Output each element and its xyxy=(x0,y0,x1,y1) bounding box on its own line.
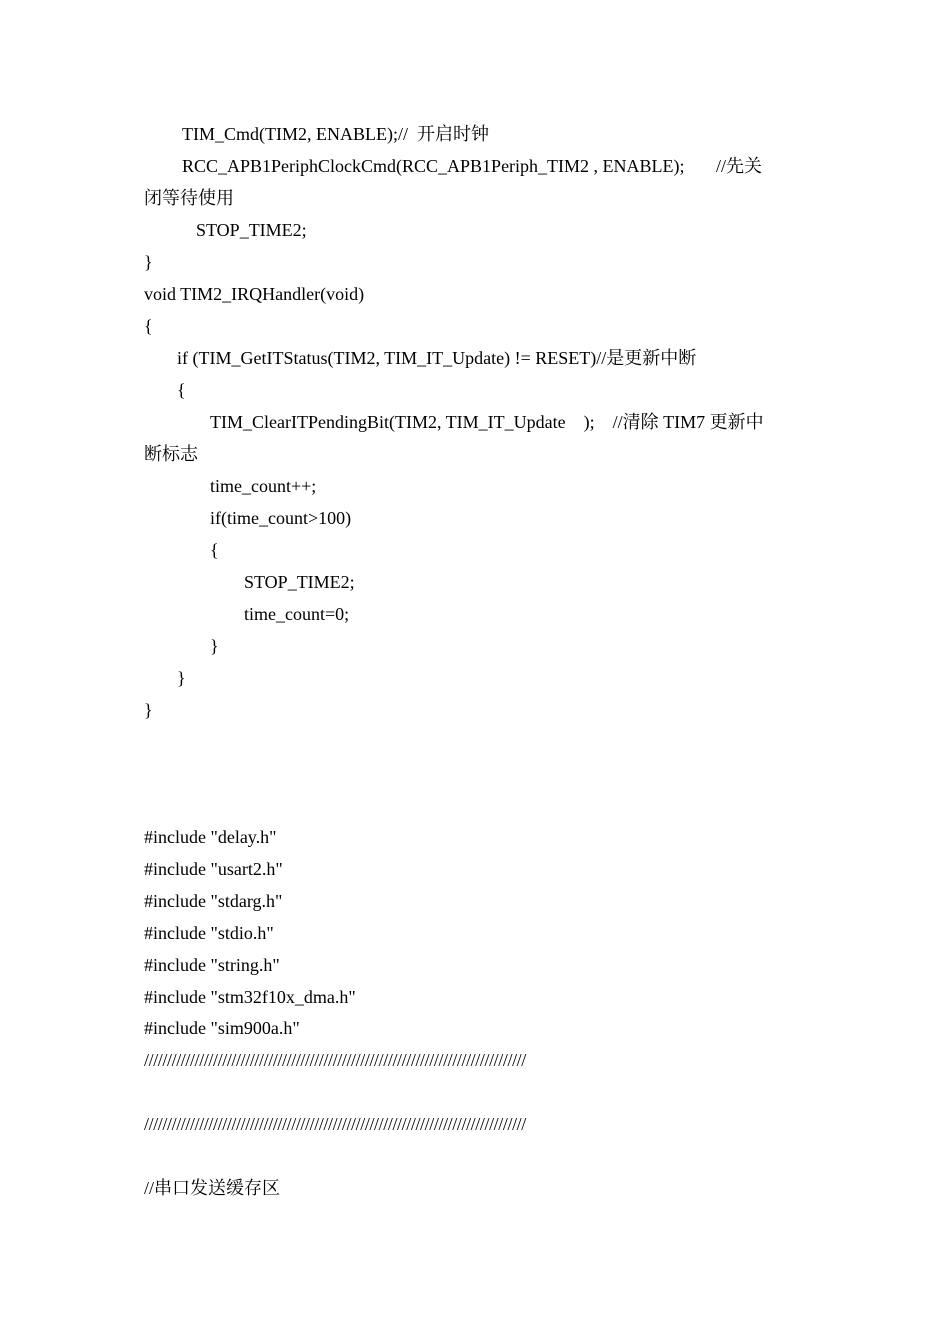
include-line: #include "sim900a.h" xyxy=(144,1018,300,1038)
include-line: #include "delay.h" xyxy=(144,827,277,847)
code-line: } xyxy=(210,636,219,656)
code-line: time_count++; xyxy=(210,476,317,496)
code-line: STOP_TIME2; xyxy=(196,220,307,240)
code-line: TIM_Cmd(TIM2, ENABLE);// 开启时钟 xyxy=(182,124,489,144)
code-line: if(time_count>100) xyxy=(210,508,352,528)
code-line: 断标志 xyxy=(144,444,198,464)
include-line: #include "string.h" xyxy=(144,955,280,975)
code-line: TIM_ClearITPendingBit(TIM2, TIM_IT_Update ); //清除 TIM7 更新中 xyxy=(210,412,764,432)
include-line: #include "stm32f10x_dma.h" xyxy=(144,987,356,1007)
include-line: #include "usart2.h" xyxy=(144,859,283,879)
code-line: if (TIM_GetITStatus(TIM2, TIM_IT_Update) != RESET)//是更新中断 xyxy=(177,348,697,368)
code-line: RCC_APB1PeriphClockCmd(RCC_APB1Periph_TIM2 , ENABLE); //先关 xyxy=(182,156,763,176)
code-line: } xyxy=(177,668,186,688)
code-line: { xyxy=(177,380,186,400)
include-line: #include "stdarg.h" xyxy=(144,891,283,911)
code-line: 闭等待使用 xyxy=(144,188,234,208)
code-line: } xyxy=(144,252,153,272)
code-line: void TIM2_IRQHandler(void) xyxy=(144,284,365,304)
code-line: time_count=0; xyxy=(244,604,350,624)
comment-separator: /////////////////////////////////////////////////////////////////////////////////// xyxy=(144,1050,526,1070)
code-line: { xyxy=(210,540,219,560)
include-line: #include "stdio.h" xyxy=(144,923,274,943)
code-line: { xyxy=(144,316,153,336)
code-line: } xyxy=(144,700,153,720)
code-comment: //串口发送缓存区 xyxy=(144,1178,281,1198)
comment-separator: /////////////////////////////////////////////////////////////////////////////////// xyxy=(144,1114,526,1134)
code-line: STOP_TIME2; xyxy=(244,572,355,592)
